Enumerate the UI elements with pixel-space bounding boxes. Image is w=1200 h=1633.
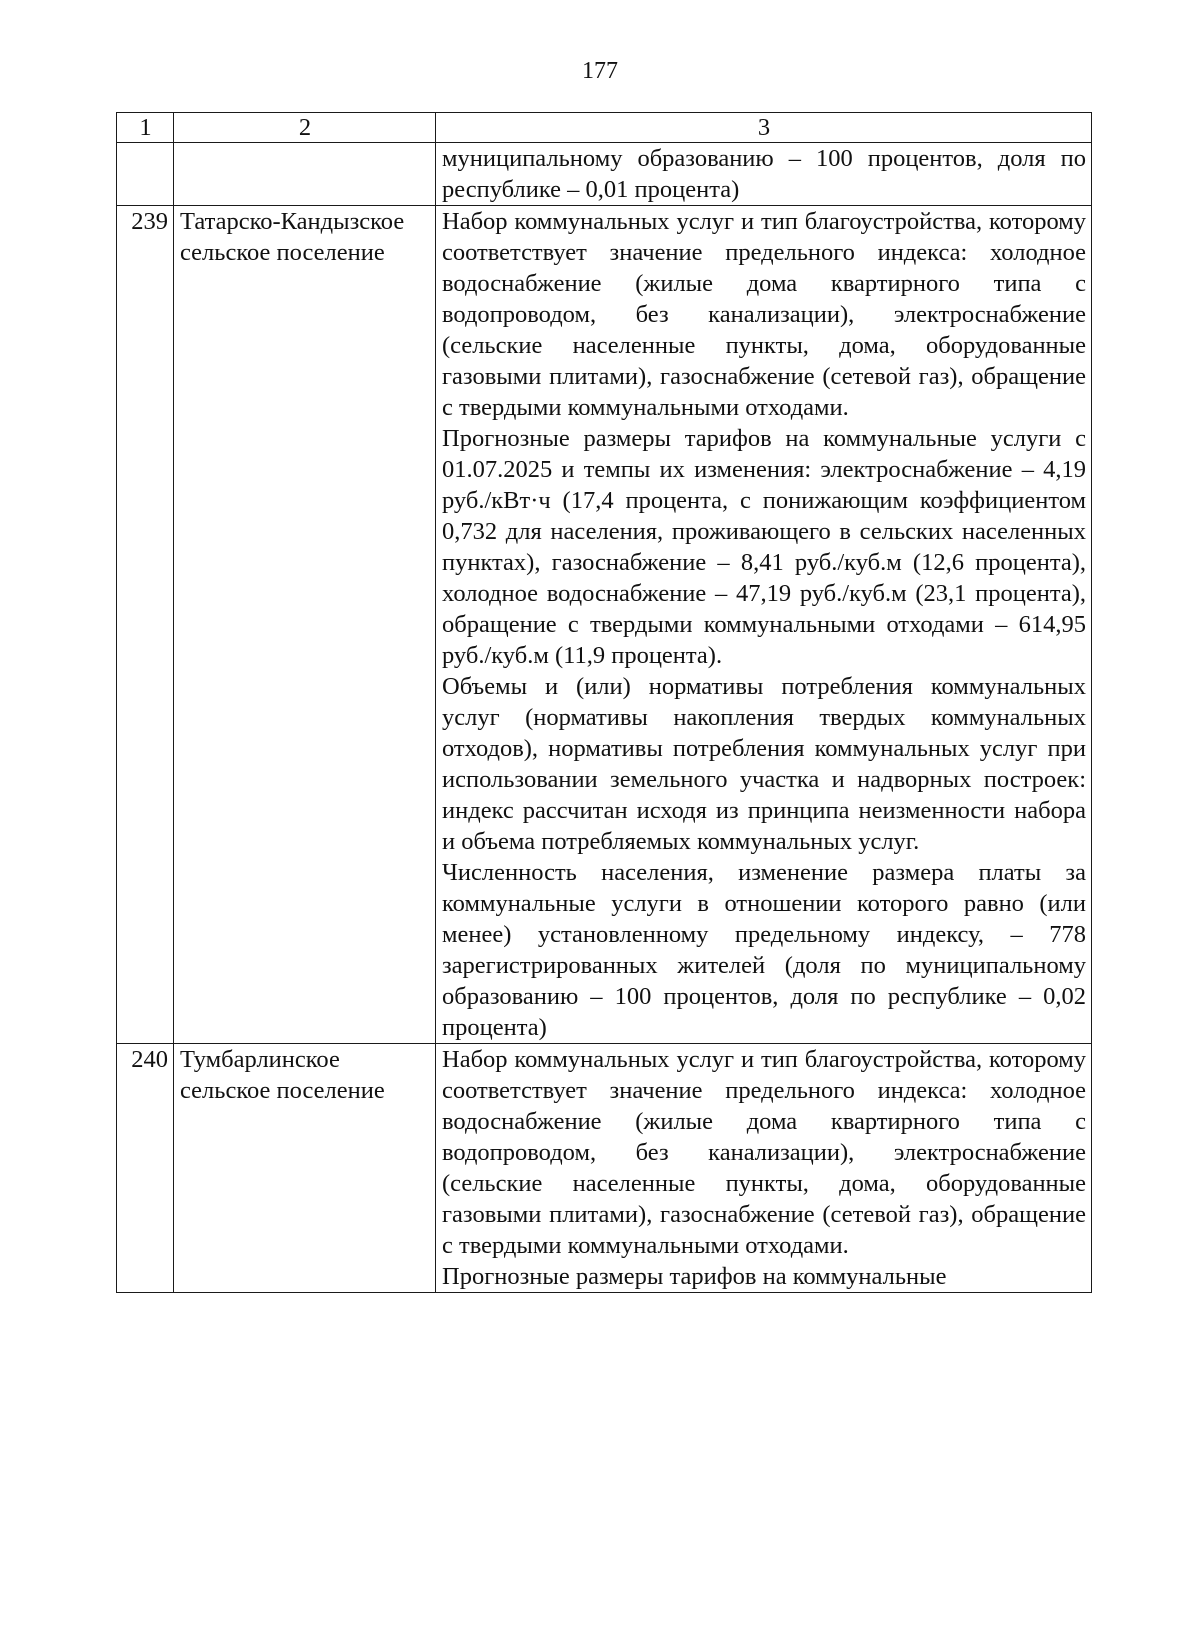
table-row-240 (117, 1044, 1092, 1293)
row-number: 240 (117, 1044, 174, 1293)
page-number: 177 (582, 58, 618, 84)
table-header-row (117, 113, 1092, 143)
tariff-table (116, 112, 1092, 1293)
row-description (436, 143, 1092, 206)
description-paragraph: Численность населения, изменение размера платы за коммунальные услуги в отношении которого равно (или менее) установленному предельному индексу, – 778 зарегистрированных жителей (доля по муниципальному образованию – 100 процентов, доля по республике – 0,02 процента) (442, 859, 1086, 1041)
description-paragraph: муниципальному образованию – 100 процентов, доля по республике – 0,01 процента) (442, 145, 1086, 203)
row-number: 239 (117, 206, 174, 1044)
row-municipality: Тумбарлинское сельское поселение (174, 1044, 436, 1293)
row-description (436, 1044, 1092, 1293)
description-paragraph: Набор коммунальных услуг и тип благоустройства, которому соответствует значение предельного индекса: холодное водоснабжение (жилые дома квартирного типа с водопроводом, без канализации), электроснабжение (сельские населенные пункты, дома, оборудованные газовыми плитами), газоснабжение (сетевой газ), обращение с твердыми коммунальными отходами. (442, 208, 1086, 421)
description-paragraph: Прогнозные размеры тарифов на коммунальные услуги с 01.07.2025 и темпы их изменения: электроснабжение – 4,19 руб./кВт·ч (17,4 процента, с понижающим коэффициентом 0,732 для населения, проживающего в сельских населенных пунктах), газоснабжение – 8,41 руб./куб.м (12,6 процента), холодное водоснабжение – 47,19 руб./куб.м (23,1 процента), обращение с твердыми коммунальными отходами – 614,95 руб./куб.м (11,9 процента). (442, 425, 1086, 669)
description-paragraph: Прогнозные размеры тарифов на коммунальные (442, 1263, 947, 1290)
row-municipality (174, 143, 436, 206)
table-row-239 (117, 206, 1092, 1044)
table-row-continuation (117, 143, 1092, 206)
description-paragraph: Объемы и (или) нормативы потребления коммунальных услуг (нормативы накопления твердых коммунальных отходов), нормативы потребления коммунальных услуг при использовании земельного участка и надворных построек: индекс рассчитан исходя из принципа неизменности набора и объема потребляемых коммунальных услуг. (442, 673, 1086, 855)
row-description (436, 206, 1092, 1044)
description-paragraph: Набор коммунальных услуг и тип благоустройства, которому соответствует значение предельного индекса: холодное водоснабжение (жилые дома квартирного типа с водопроводом, без канализации), электроснабжение (сельские населенные пункты, дома, оборудованные газовыми плитами), газоснабжение (сетевой газ), обращение с твердыми коммунальными отходами. (442, 1046, 1086, 1259)
header-col-2: 2 (174, 113, 436, 143)
header-col-3: 3 (436, 113, 1092, 143)
header-col-1: 1 (117, 113, 174, 143)
row-municipality: Татарско-Кандызское сельское поселение (174, 206, 436, 1044)
row-number (117, 143, 174, 206)
